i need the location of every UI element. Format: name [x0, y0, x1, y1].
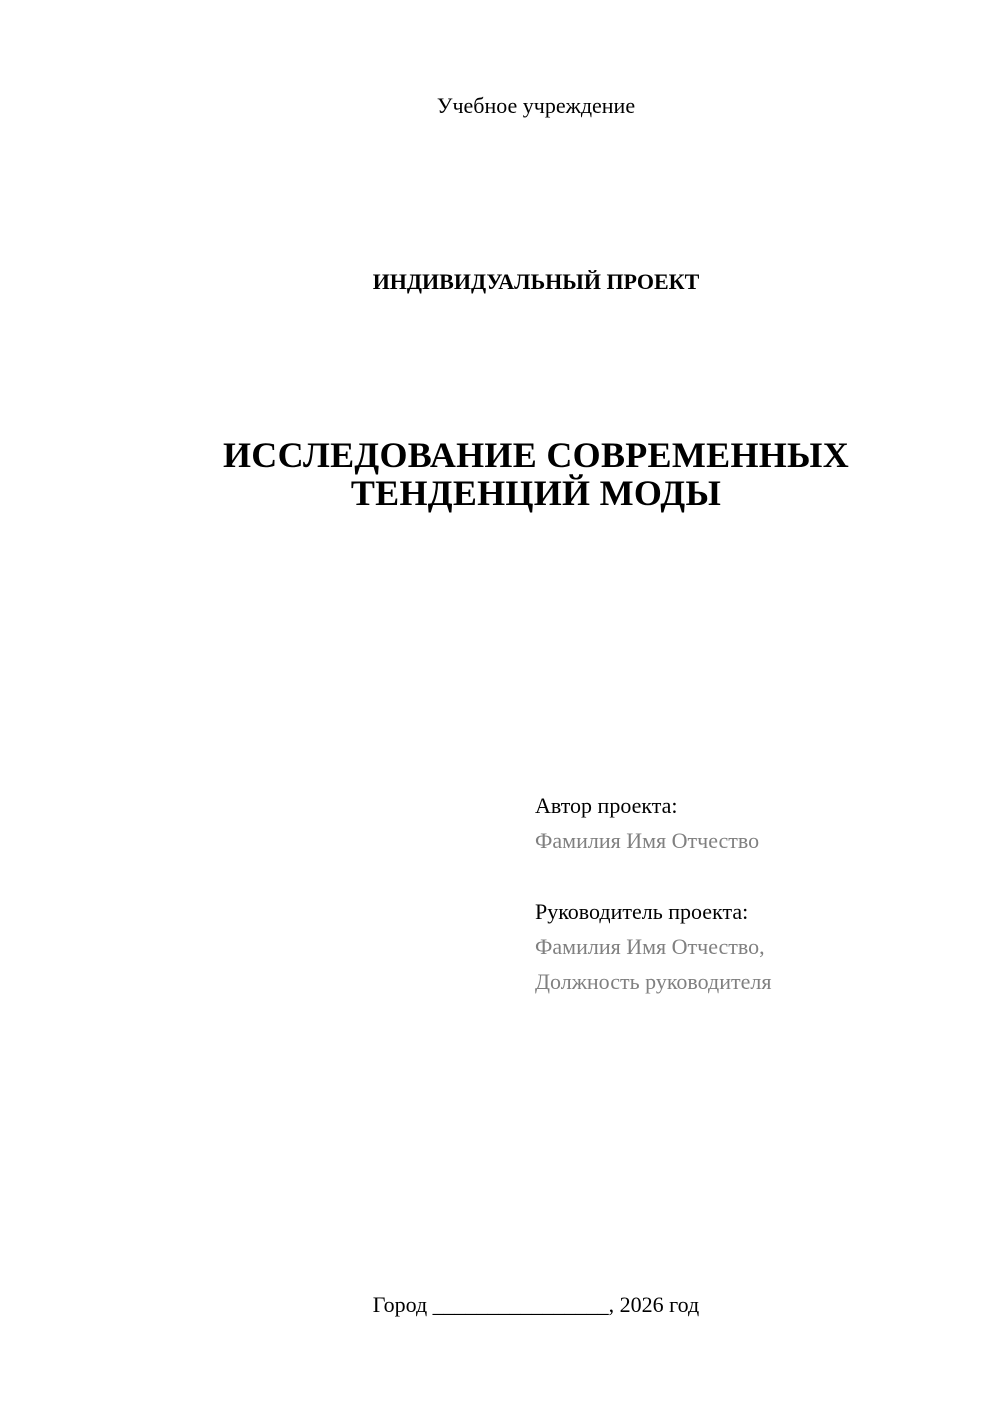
- project-people-block: [535, 788, 975, 999]
- institution-name: Учебное учреждение: [436, 93, 636, 118]
- people-spacer: [535, 858, 975, 894]
- supervisor-label: Руководитель проекта:: [535, 899, 749, 924]
- project-title-line-2: ТЕНДЕНЦИЙ МОДЫ: [350, 473, 722, 513]
- project-type-heading: ИНДИВИДУАЛЬНЫЙ ПРОЕКТ: [372, 269, 700, 294]
- city-year-footer: Город ________________, 2026 год: [372, 1292, 700, 1317]
- author-name: Фамилия Имя Отчество: [535, 828, 760, 853]
- supervisor-position: Должность руководителя: [535, 969, 772, 994]
- author-label: Автор проекта:: [535, 793, 678, 818]
- project-title: [0, 436, 1000, 512]
- supervisor-name: Фамилия Имя Отчество,: [535, 934, 765, 959]
- project-title-line-1: ИССЛЕДОВАНИЕ СОВРЕМЕННЫХ: [222, 435, 850, 475]
